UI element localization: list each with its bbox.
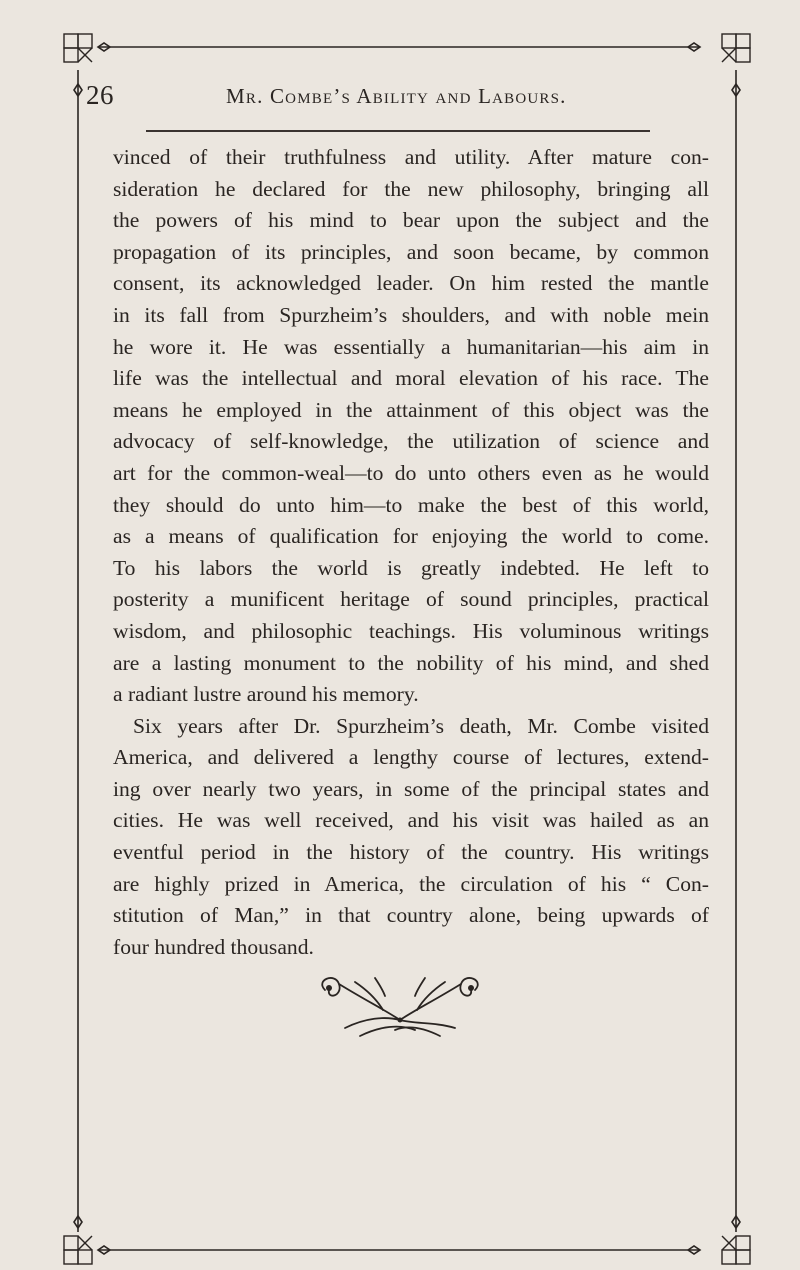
- text-line: To his labors the world is greatly indebted. He left to: [113, 555, 709, 580]
- text-line: posterity a munificent heritage of sound principles, practical: [113, 587, 709, 612]
- text-line: cities. He was well received, and his visit was hailed as an: [113, 808, 709, 833]
- text-line: wisdom, and philosophic teachings. His voluminous writings: [113, 618, 709, 643]
- text-line: life was the intellectual and moral elevation of his race. The: [113, 366, 709, 391]
- text-line: propagation of its principles, and soon became, by common: [113, 239, 709, 264]
- running-head: Mr. Combe’s Ability and Labours.: [226, 84, 567, 108]
- text-line: are a lasting monument to the nobility of his mind, and shed: [113, 650, 709, 675]
- paragraph-2: [113, 711, 709, 964]
- text-line: a radiant lustre around his memory.: [113, 682, 419, 707]
- text-line: vinced of their truthfulness and utility. After mature con-: [113, 145, 709, 169]
- text-line: consent, its acknowledged leader. On him rested the mantle: [113, 271, 709, 296]
- text-line: he wore it. He was essentially a humanitarian—his aim in: [113, 334, 709, 359]
- text-line: four hundred thousand.: [113, 934, 314, 959]
- paragraph-1: [113, 142, 709, 711]
- text-line: eventful period in the history of the country. His writings: [113, 840, 709, 865]
- text-line: art for the common-weal—to do unto others even as he would: [113, 460, 709, 485]
- text-line: they should do unto him—to make the best of this world,: [113, 492, 709, 517]
- text-line: are highly prized in America, the circulation of his “ Con-: [113, 871, 709, 896]
- page-header: [86, 80, 760, 110]
- text-line: stitution of Man,” in that country alone, being upwards of: [113, 903, 709, 928]
- text-line: sideration he declared for the new philosophy, bringing all: [113, 176, 709, 201]
- page-number: 26: [86, 80, 114, 110]
- header-rule: [146, 130, 650, 132]
- scroll-ornament-icon: [305, 970, 495, 1042]
- text-line: as a means of qualification for enjoying the world to come.: [113, 524, 709, 549]
- body-text: [113, 142, 709, 963]
- text-line: advocacy of self-knowledge, the utilization of science and: [113, 429, 709, 454]
- text-line: the powers of his mind to bear upon the subject and the: [113, 208, 709, 233]
- text-line: in its fall from Spurzheim’s shoulders, and with noble mein: [113, 302, 709, 327]
- text-line: America, and delivered a lengthy course of lectures, extend-: [113, 745, 709, 770]
- text-line: means he employed in the attainment of this object was the: [113, 397, 709, 422]
- text-line: ing over nearly two years, in some of the principal states and: [113, 776, 709, 801]
- text-line: Six years after Dr. Spurzheim’s death, Mr. Combe visited: [133, 713, 709, 738]
